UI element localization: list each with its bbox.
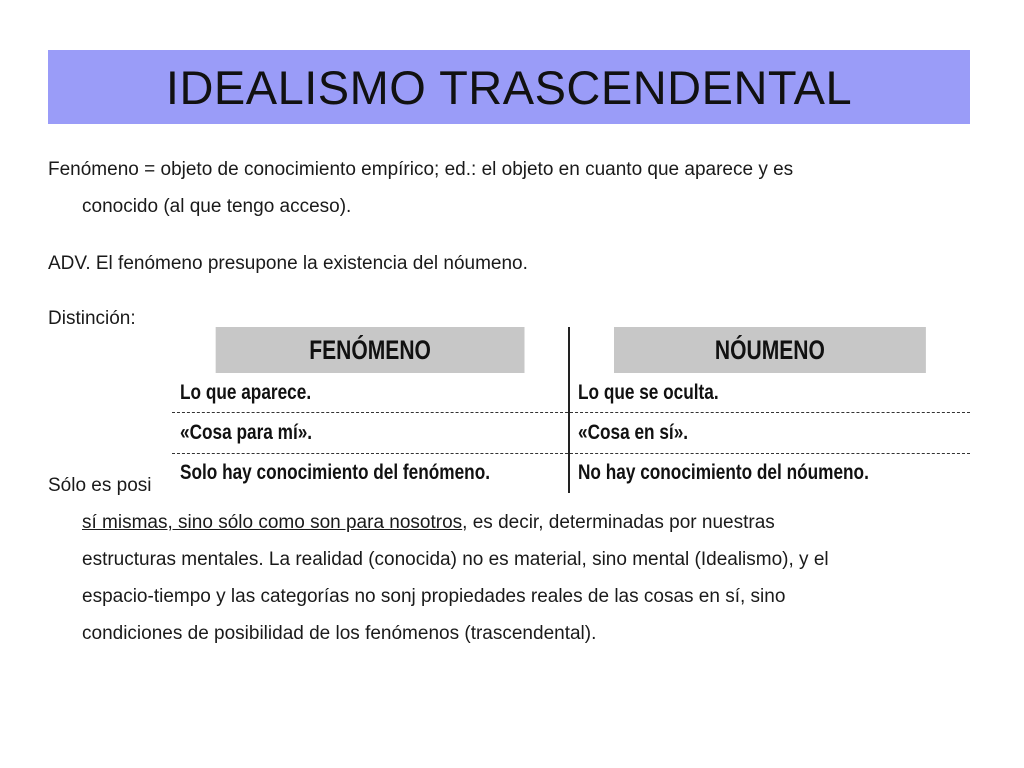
fenomeno-definition: = objeto de conocimiento empírico; ed.: el objeto en cuanto que aparece y es (138, 159, 794, 180)
distinction-table (172, 327, 970, 493)
title-bar (48, 50, 970, 124)
table-cell: Lo que aparece. (172, 373, 569, 413)
table-row (172, 453, 970, 493)
paragraph-adv (48, 245, 970, 282)
solo-line-5: condiciones de posibilidad de los fenómenos (trascendental). (82, 623, 597, 644)
solo-line-4: espacio-tiempo y las categorías no sonj propiedades reales de las cosas en sí, sino (82, 586, 786, 607)
table-header-row (172, 327, 970, 373)
table-cell: Lo que se oculta. (569, 373, 970, 413)
table-row (172, 413, 970, 453)
fenomeno-definition-cont: conocido (al que tengo acceso). (82, 196, 352, 217)
table-row (172, 373, 970, 413)
term-noumeno: nóumeno (443, 253, 523, 274)
solo-underlined: sí mismas, sino sólo como son para nosotros (82, 512, 463, 533)
solo-line-3: estructuras mentales. La realidad (conocida) no es material, sino mental (Idealismo), y el (82, 549, 829, 570)
distincion-label: Distinción: (48, 308, 136, 329)
header-fenomeno: FENÓMENO (216, 327, 526, 373)
term-fenomeno: Fenómeno (48, 159, 139, 180)
slide-title: IDEALISMO TRASCENDENTAL (165, 60, 853, 114)
adv-prefix: ADV. El fenómeno presupone la existencia del (48, 253, 444, 274)
adv-suffix: . (522, 253, 528, 274)
table-cell: No hay conocimiento del nóumeno. (578, 461, 869, 485)
table-cell: «Cosa en sí». (569, 413, 970, 453)
solo-line-2 (48, 504, 970, 541)
solo-start: Sólo es posi (48, 475, 152, 496)
table-cell: «Cosa para mí». (172, 413, 569, 453)
table-cell: Solo hay conocimiento del fenómeno. (172, 453, 569, 493)
header-noumeno: NÓUMENO (613, 327, 926, 373)
paragraph-solo (48, 467, 970, 652)
solo-line-2-rest: , es decir, determinadas por nuestras (462, 512, 775, 533)
paragraph-fenomeno (48, 151, 970, 225)
